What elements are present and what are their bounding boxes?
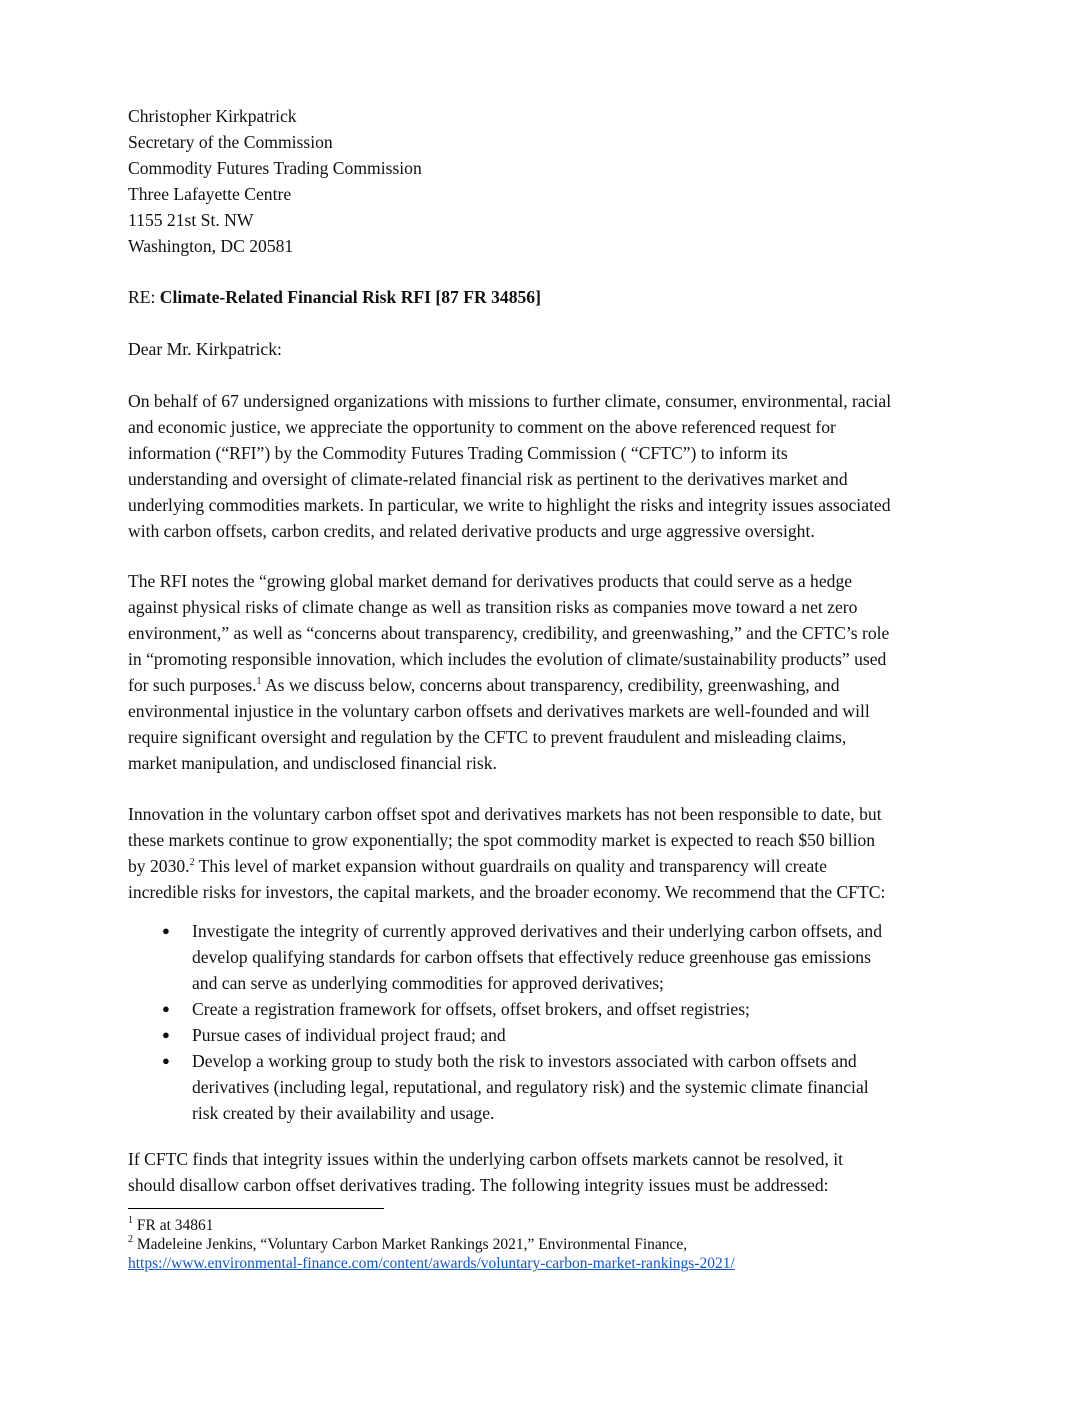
recipient-street: 1155 21st St. NW (128, 210, 254, 230)
text-line: If CFTC finds that integrity issues within the underlying carbon offsets markets cannot be resolved, it (128, 1149, 844, 1169)
text-line: Investigate the integrity of currently approved derivatives and their underlying carbon offsets, and (192, 921, 883, 941)
text-line: environmental injustice in the voluntary carbon offsets and derivatives markets are well-founded and will (128, 701, 870, 721)
text-line: against physical risks of climate change as well as transition risks as companies move toward a net zero (128, 597, 858, 617)
text-line: On behalf of 67 undersigned organizations with missions to further climate, consumer, environmental, racial (128, 391, 892, 411)
text-segment: As we discuss below, concerns about transparency, credibility, greenwashing, and (261, 675, 840, 695)
text-line: underlying commodities markets. In particular, we write to highlight the risks and integrity issues associated (128, 495, 891, 515)
text-line (128, 853, 885, 879)
list-item (128, 1022, 882, 1048)
text-line: require significant oversight and regulation by the CFTC to prevent fraudulent and misleading claims, (128, 727, 847, 747)
footnote-ref-2: 2 (189, 857, 195, 868)
text-line: Create a registration framework for offsets, offset brokers, and offset registries; (192, 999, 750, 1019)
text-segment: by 2030. (128, 856, 190, 876)
text-line: information (“RFI”) by the Commodity Futures Trading Commission ( “CFTC”) to inform its (128, 443, 788, 463)
footnote-text: FR at 34861 (133, 1217, 214, 1234)
bullet-icon: ● (162, 1001, 170, 1016)
paragraph-innovation (128, 801, 885, 905)
text-segment: This level of market expansion without guardrails on quality and transparency will create (194, 856, 827, 876)
bullet-icon: ● (162, 923, 170, 938)
text-line: incredible risks for investors, the capital markets, and the broader economy. We recommend that the CFTC: (128, 882, 886, 902)
bullet-icon: ● (162, 1027, 170, 1042)
footnote-1 (128, 1216, 735, 1235)
text-line: in “promoting responsible innovation, which includes the evolution of climate/sustainability products” used (128, 649, 887, 669)
recipient-org: Commodity Futures Trading Commission (128, 158, 422, 178)
bullet-icon: ● (162, 1053, 170, 1068)
list-item (128, 1048, 882, 1126)
recipient-address (128, 103, 422, 259)
text-line: Pursue cases of individual project fraud; and (192, 1025, 506, 1045)
text-line: develop qualifying standards for carbon offsets that effectively reduce greenhouse gas emissions (192, 947, 871, 967)
text-segment: for such purposes. (128, 675, 257, 695)
salutation: Dear Mr. Kirkpatrick: (128, 339, 282, 359)
text-line: risk created by their availability and usage. (192, 1103, 495, 1123)
recommendation-list (128, 918, 882, 1126)
text-line: environment,” as well as “concerns about transparency, credibility, and greenwashing,” and the CFTC’s role (128, 623, 890, 643)
footnote-link[interactable]: https://www.environmental-finance.com/content/awards/voluntary-carbon-market-rankings-2021/ (128, 1255, 735, 1272)
recipient-city: Washington, DC 20581 (128, 236, 294, 256)
text-line: should disallow carbon offset derivatives trading. The following integrity issues must be addressed: (128, 1175, 829, 1195)
footnote-ref-1: 1 (256, 676, 262, 687)
recipient-name: Christopher Kirkpatrick (128, 106, 297, 126)
footnote-number: 1 (128, 1215, 133, 1226)
recipient-building: Three Lafayette Centre (128, 184, 292, 204)
text-line: understanding and oversight of climate-related financial risk as pertinent to the derivatives market and (128, 469, 848, 489)
text-line: market manipulation, and undisclosed financial risk. (128, 753, 497, 773)
text-line (128, 672, 889, 698)
text-line: and can serve as underlying commodities for approved derivatives; (192, 973, 664, 993)
footnote-text: Madeleine Jenkins, “Voluntary Carbon Market Rankings 2021,” Environmental Finance, (133, 1236, 688, 1253)
text-line: these markets continue to grow exponentially; the spot commodity market is expected to reach $50 billion (128, 830, 876, 850)
re-prefix: RE: (128, 287, 160, 307)
text-line: Innovation in the voluntary carbon offset spot and derivatives markets has not been responsible to date, but (128, 804, 882, 824)
list-item (128, 918, 882, 996)
text-line: The RFI notes the “growing global market demand for derivatives products that could serve as a hedge (128, 571, 853, 591)
text-line: with carbon offsets, carbon credits, and related derivative products and urge aggressive oversight. (128, 521, 815, 541)
recipient-title: Secretary of the Commission (128, 132, 333, 152)
paragraph-integrity (128, 1146, 843, 1198)
list-item (128, 996, 882, 1022)
re-subject: Climate-Related Financial Risk RFI [87 FR 34856] (159, 287, 541, 307)
paragraph-rfi-notes (128, 568, 889, 776)
paragraph-intro (128, 388, 891, 544)
footnote-divider (128, 1208, 384, 1209)
footnote-2 (128, 1235, 735, 1254)
text-line: Develop a working group to study both the risk to investors associated with carbon offsets and (192, 1051, 857, 1071)
text-line: derivatives (including legal, reputational, and regulatory risk) and the systemic climate financial (192, 1077, 869, 1097)
re-line (128, 284, 541, 310)
footnotes (128, 1216, 735, 1273)
footnote-number: 2 (128, 1234, 133, 1245)
footnote-2-link-line (128, 1254, 735, 1273)
text-line: and economic justice, we appreciate the opportunity to comment on the above referenced request for (128, 417, 836, 437)
